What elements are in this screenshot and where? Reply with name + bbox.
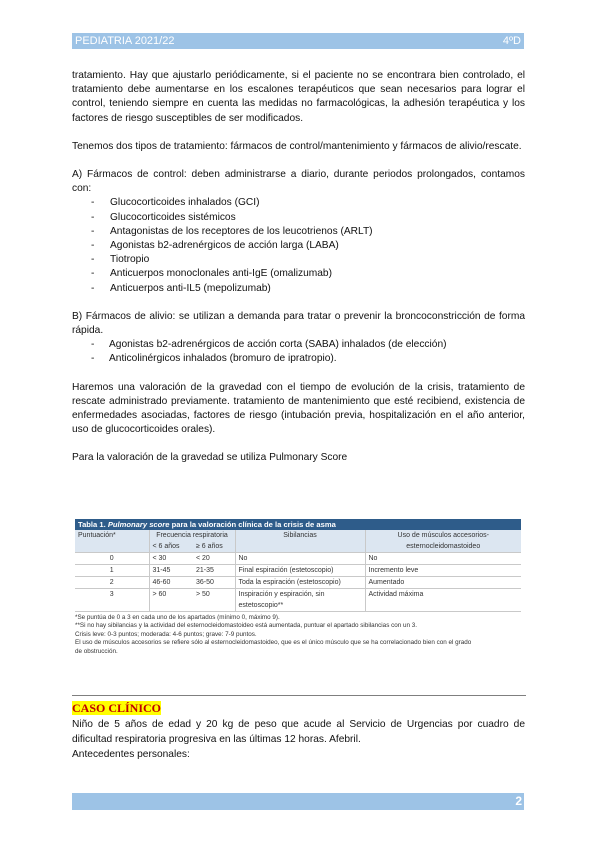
clinical-case-section (72, 701, 525, 762)
paragraph-treatment-types: Tenemos dos tipos de tratamiento: fármacos de control/mantenimiento y fármacos de alivio/rescate. (72, 140, 522, 152)
table-caption: Tabla 1. Pulmonary score para la valoración clínica de la crisis de asma (75, 519, 521, 530)
page-number: 2 (515, 794, 522, 808)
table-row: 3 > 60 > 50 Inspiración y espiración, sin Actividad máxima (75, 589, 521, 601)
page-header (72, 33, 524, 49)
header-group: 4ºD (502, 35, 521, 47)
case-description: Niño de 5 años de edad y 20 kg de peso que acude al Servicio de Urgencias por cuadro de dificultad respiratoria progresiva en las últimas 12 horas. Afebril. (72, 719, 525, 745)
section-divider (72, 695, 526, 696)
col-header-under6: < 6 años (149, 541, 193, 553)
col-header-musculos: Uso de músculos accesorios- (365, 530, 521, 541)
paragraph-control-drugs: A) Fármacos de control: deben administrarse a diario, durante periodos prolongados, contamos con: (72, 169, 525, 195)
col-header-sibilancias: Sibilancias (235, 530, 365, 541)
list-item: - Agonistas b2-adrenérgicos de acción corta (SABA) inhalados (de elección) (72, 338, 525, 352)
table-row: 2 46-60 36-50 Toda la espiración (estetoscopio) Aumentado (75, 577, 521, 589)
col-header-over6: ≥ 6 años (193, 541, 235, 553)
col-header-puntuacion: Puntuación* (75, 530, 149, 541)
list-item: - Tiotropio (72, 253, 525, 267)
pulmonary-score-table (75, 519, 521, 656)
list-item: - Anticolinérgicos inhalados (bromuro de ipratropio). (72, 352, 525, 366)
list-item: - Anticuerpos anti-IL5 (mepolizumab) (72, 282, 525, 296)
list-item: - Agonistas b2-adrenérgicos de acción larga (LABA) (72, 239, 525, 253)
list-item: - Glucocorticoides sistémicos (72, 211, 525, 225)
list-item: - Glucocorticoides inhalados (GCI) (72, 196, 525, 210)
score-grid (75, 530, 521, 612)
table-row: 0 < 30 < 20 No No (75, 553, 521, 565)
table-row: estetoscopio** (75, 600, 521, 612)
header-course: PEDIATRIA 2021/22 (75, 35, 175, 47)
table-row: 1 31-45 21-35 Final espiración (estetoscopio) Incremento leve (75, 565, 521, 577)
list-item: - Anticuerpos monoclonales anti-IgE (omalizumab) (72, 267, 525, 281)
control-drugs-list (72, 196, 525, 295)
paragraph-treatment-adjust: tratamiento. Hay que ajustarlo periódicamente, si el paciente no se encontrara bien controlado, el tratamiento debe aumentarse en los escalones terapéuticos que sean necesarios para lograr el control, teniendo siempre en cuenta las medidas no farmacológicas, la adhesión terapéutica y los factores de riesgo susceptibles de ser modificados. (72, 70, 525, 124)
case-title: CASO CLÍNICO (72, 701, 162, 715)
relief-drugs-list (72, 338, 525, 366)
main-content (72, 69, 525, 466)
paragraph-relief-drugs: B) Fármacos de alivio: se utilizan a demanda para tratar o prevenir la broncoconstricción de forma rápida. (72, 310, 525, 337)
list-item: - Antagonistas de los receptores de los leucotrienos (ARLT) (72, 225, 525, 239)
col-header-musculos-2: esternocleidomastoideo (365, 541, 521, 553)
paragraph-severity-assessment: Haremos una valoración de la gravedad con el tiempo de evolución de la crisis, tratamiento de rescate administrado previamente. tratamiento de mantenimiento que esté recibiend, existencia de enfermedades asociadas, factores de riesgo (intubación previa, hospitalización en el año anterior, uso de glucocorticoides orales). (72, 381, 525, 436)
col-header-frecuencia: Frecuencia respiratoria (149, 530, 235, 541)
case-antecedentes: Antecedentes personales: (72, 749, 190, 760)
page-footer (72, 793, 524, 810)
paragraph-pulmonary-score: Para la valoración de la gravedad se utiliza Pulmonary Score (72, 452, 348, 464)
table-footnotes: *Se puntúa de 0 a 3 en cada uno de los apartados (mínimo 0, máximo 9). **Si no hay sibilancias y la actividad del esternocleidomastoideo está aumentada, puntuar el apartado sibilancias con un 3. Crisis leve: 0-3 puntos; moderada: 4-6 puntos; grave: 7-9 puntos. El uso de músculos accesorios se refiere sólo al esternocleidomastoideo, que es el único músculo que se ha correlacionado bien con el grado de obstrucción. (75, 614, 472, 655)
